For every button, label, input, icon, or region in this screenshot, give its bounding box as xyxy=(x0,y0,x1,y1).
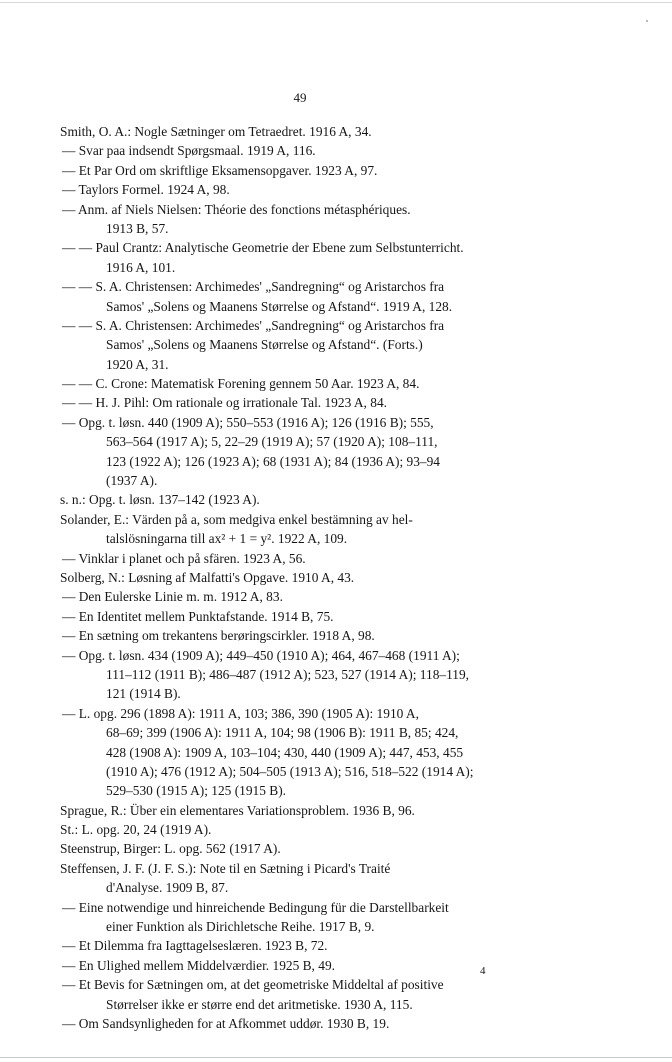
continuation-line: Samos' „Solens og Maanens Størrelse og Afstand“. (Forts.) xyxy=(106,337,423,353)
sub-entry-line: — — S. A. Christensen: Archimedes' „Sandregning“ og Aristarchos fra xyxy=(62,279,445,295)
continuation-line: 1916 A, 101. xyxy=(106,259,176,275)
sub-entry-line: — — C. Crone: Matematisk Forening gennem 50 Aar. 1923 A, 84. xyxy=(62,376,420,392)
sub-entry-line: — — Paul Crantz: Analytische Geometrie der Ebene zum Selbstunterricht. xyxy=(62,240,464,256)
author-entry-line: Steffensen, J. F. (J. F. S.): Note til en Sætning i Picard's Traité xyxy=(60,860,391,876)
sub-entry-line: — Opg. t. løsn. 440 (1909 A); 550–553 (1916 A); 126 (1916 B); 555, xyxy=(62,414,434,430)
sub-entry-line: — En sætning om trekantens berøringscirkler. 1918 A, 98. xyxy=(62,628,375,644)
continuation-line: 111–112 (1911 B); 486–487 (1912 A); 523, 527 (1914 A); 118–119, xyxy=(106,666,470,682)
author-entry-line: St.: L. opg. 20, 24 (1919 A). xyxy=(60,822,212,838)
sub-entry-line: — Et Dilemma fra Iagttagelseslæren. 1923 B, 72. xyxy=(62,938,328,954)
sub-entry-line: — Taylors Formel. 1924 A, 98. xyxy=(62,182,230,198)
continuation-line: 428 (1908 A): 1909 A, 103–104; 430, 440 (1909 A); 447, 453, 455 xyxy=(106,744,464,760)
continuation-line: 1920 A, 31. xyxy=(106,356,169,372)
continuation-line: Samos' „Solens og Maanens Størrelse og Afstand“. 1919 A, 128. xyxy=(106,298,453,314)
signature-mark: 4 xyxy=(480,965,486,977)
continuation-line: 123 (1922 A); 126 (1923 A); 68 (1931 A); 84 (1936 A); 93–94 xyxy=(106,453,441,469)
continuation-line: einer Funktion als Dirichletsche Reihe. 1917 B, 9. xyxy=(106,919,375,935)
page-edge-top xyxy=(0,2,672,3)
continuation-line: Størrelser ikke er større end det aritmetiske. 1930 A, 115. xyxy=(106,996,413,1012)
author-entry-line: s. n.: Opg. t. løsn. 137–142 (1923 A). xyxy=(60,492,260,508)
sub-entry-line: — Om Sandsynligheden for at Afkommet uddør. 1930 B, 19. xyxy=(62,1015,390,1031)
sub-entry-line: — Svar paa indsendt Spørgsmaal. 1919 A, 116. xyxy=(62,143,316,159)
author-entry-line: Solberg, N.: Løsning af Malfatti's Opgave. 1910 A, 43. xyxy=(60,569,355,585)
sub-entry-line: — — S. A. Christensen: Archimedes' „Sandregning“ og Aristarchos fra xyxy=(62,317,445,333)
author-entry-line: Steenstrup, Birger: L. opg. 562 (1917 A). xyxy=(60,841,281,857)
continuation-line: 563–564 (1917 A); 5, 22–29 (1919 A); 57 (1920 A); 108–111, xyxy=(106,434,438,450)
sub-entry-line: — Den Eulerske Linie m. m. 1912 A, 83. xyxy=(62,589,283,605)
continuation-line: (1937 A). xyxy=(106,473,158,489)
author-entry-line: Solander, E.: Värden på a, som medgiva enkel bestämning av hel- xyxy=(60,511,413,527)
continuation-line: 68–69; 399 (1906 A): 1911 A, 104; 98 (1906 B): 1911 B, 85; 424, xyxy=(106,725,459,741)
bibliography-list xyxy=(60,122,540,1033)
continuation-line: 529–530 (1915 A); 125 (1915 B). xyxy=(106,783,287,799)
page-number: 49 xyxy=(293,90,307,105)
author-entry-line: Sprague, R.: Über ein elementares Variationsproblem. 1936 B, 96. xyxy=(60,802,415,818)
sub-entry-line: — — H. J. Pihl: Om rationale og irrationale Tal. 1923 A, 84. xyxy=(62,395,387,411)
page-edge-bottom xyxy=(0,1057,672,1058)
sub-entry-line: — Et Bevis for Sætningen om, at det geometriske Middeltal af positive xyxy=(62,977,444,993)
sub-entry-line: — Et Par Ord om skriftlige Eksamensopgaver. 1923 A, 97. xyxy=(62,162,378,178)
sub-entry-line: — En Ulighed mellem Middelværdier. 1925 B, 49. xyxy=(62,957,335,973)
continuation-line: 121 (1914 B). xyxy=(106,686,181,702)
sub-entry-line: — En Identitet mellem Punktafstande. 1914 B, 75. xyxy=(62,608,334,624)
continuation-line: d'Analyse. 1909 B, 87. xyxy=(106,880,229,896)
continuation-line: talslösningarna till ax² + 1 = y². 1922 A, 109. xyxy=(106,531,348,547)
author-entry-line: Smith, O. A.: Nogle Sætninger om Tetraedret. 1916 A, 34. xyxy=(60,124,372,139)
continuation-line: (1910 A); 476 (1912 A); 504–505 (1913 A); 516, 518–522 (1914 A); xyxy=(106,763,474,779)
sub-entry-line: — L. opg. 296 (1898 A): 1911 A, 103; 386, 390 (1905 A): 1910 A, xyxy=(62,705,419,721)
continuation-line: 1913 B, 57. xyxy=(106,220,169,236)
sub-entry-line: — Eine notwendige und hinreichende Bedingung für die Darstellbarkeit xyxy=(62,899,449,915)
sub-entry-line: — Vinklar i planet och på sfären. 1923 A, 56. xyxy=(62,550,306,566)
sub-entry-line: — Opg. t. løsn. 434 (1909 A); 449–450 (1910 A); 464, 467–468 (1911 A); xyxy=(62,647,460,663)
scan-speck xyxy=(646,20,648,22)
sub-entry-line: — Anm. af Niels Nielsen: Théorie des fonctions métasphériques. xyxy=(62,201,411,217)
